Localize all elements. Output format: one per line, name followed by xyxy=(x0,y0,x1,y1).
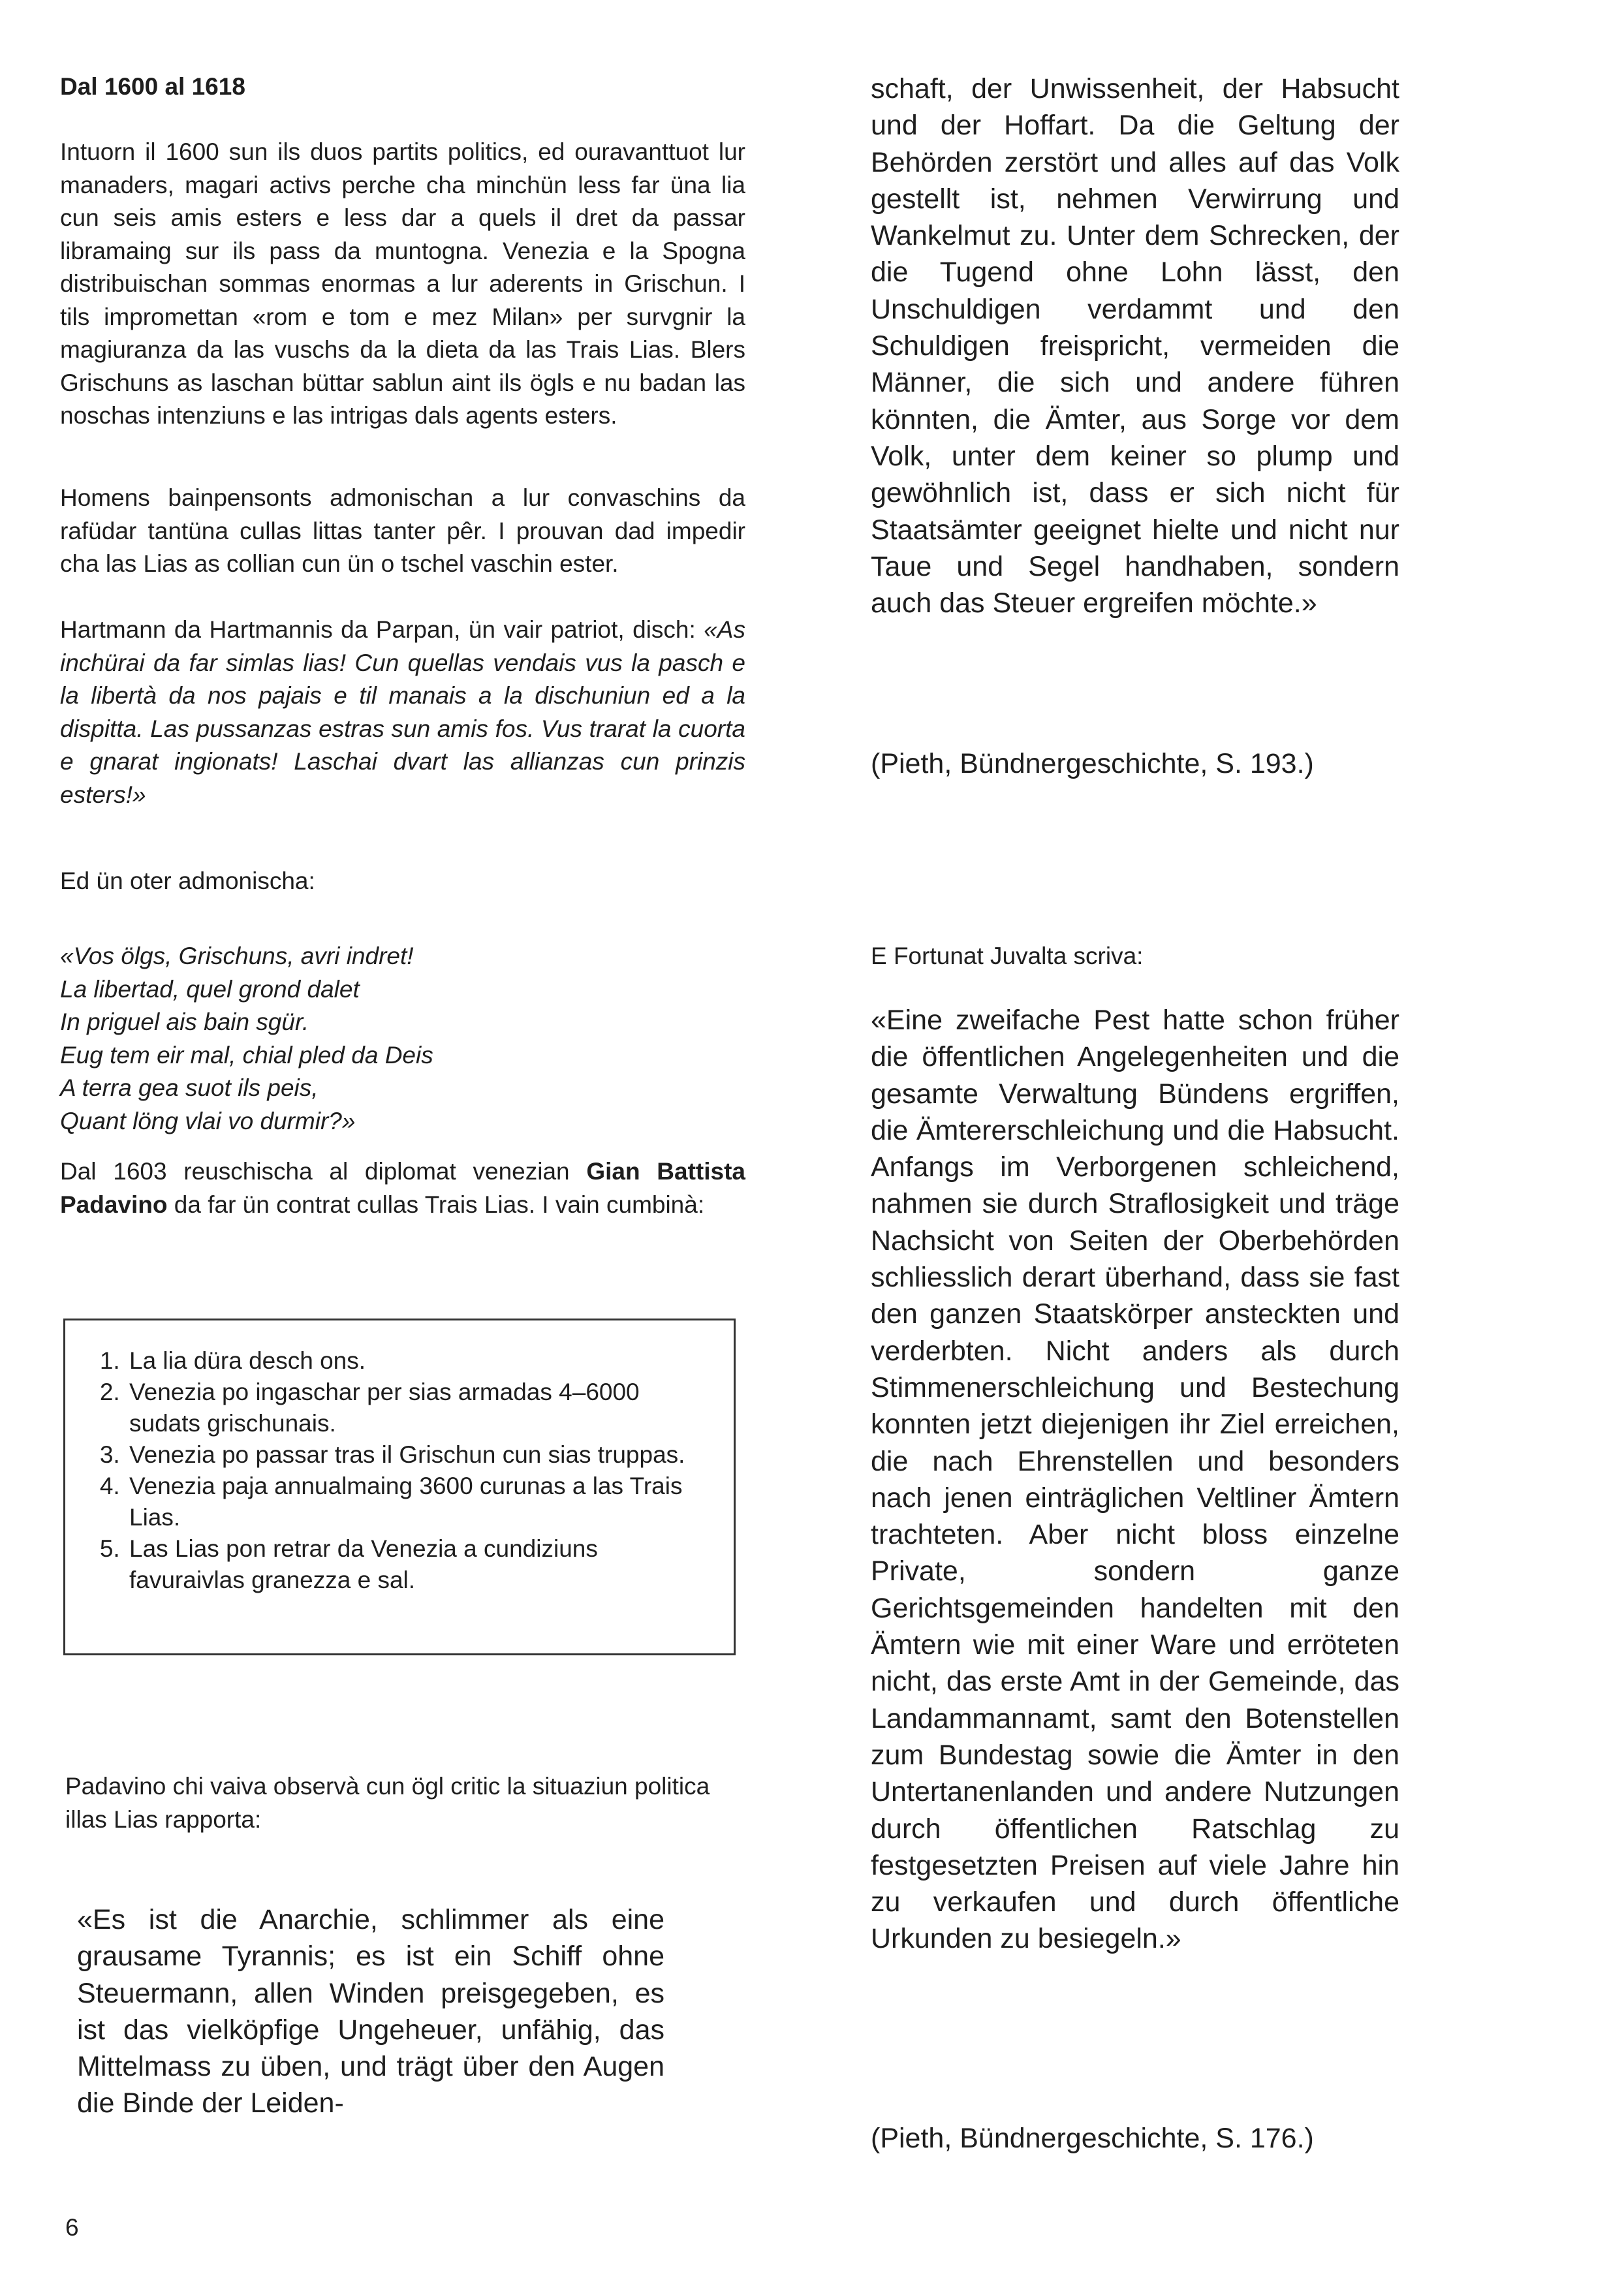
juvalta-intro: E Fortunat Juvalta scriva: xyxy=(871,943,1144,969)
admonition-paragraph: Homens bainpensonts admonischan a lur convaschins da rafüdar tantüna cullas littas tanter pêr. I prouvan dad impedir cha las Lias as collian cun ün o tschel vaschin ester. xyxy=(60,484,745,577)
padavino-report-intro: Padavino chi vaiva observà cun ögl critic la situaziun politica illas Lias rapporta: xyxy=(65,1773,710,1833)
page-number: 6 xyxy=(65,2214,79,2241)
hartmann-paragraph xyxy=(60,614,745,811)
juvalta-quote: «Eine zweifache Pest hatte schon früher die öffentlichen Angelegenheiten und die gesamte Verwaltung Bündens ergriffen, die Ämtererschleichung und die Habsucht. Anfangs im Verborgenen schleichend, nahmen sie durch Straflosigkeit und träge Nachsicht von Seiten der Oberbehörden schliesslich derart überhand, dass sie fast den ganzen Staatskörper ansteckten und verderbten. Nicht anders als durch Stimmenerschleichung und Bestechung konnten jetzt diejenigen ihr Ziel erreichen, die nach Ehrenstellen und besonders nach jenen einträglichen Veltliner Ämtern trachteten. Aber nicht bloss einzelne Private, sondern ganze Gerichtsgemeinden handelten mit den Ämtern wie mit einer Ware und erröteten nicht, das erste Amt in der Gemeinde, das Landammannamt, samt den Botenstellen zum Bundestag sowie die Ämter in den Untertanenlanden und andere Nutzungen durch öffentlichen Ratschlag zu festgesetzten Preisen auf viele Jahre hin zu verkaufen und durch öffentliche Urkunden zu besiegeln.» xyxy=(871,1005,1399,1955)
other-admonition: Ed ün oter admonischa: xyxy=(60,867,315,894)
padavino-before: Dal 1603 reuschischa al diplomat venezian xyxy=(60,1158,587,1185)
padavino-quote-text: «Es ist die Anarchie, schlimmer als eine grausame Tyrannis; es ist ein Schiff ohne Steuermann, allen Winden preisgegeben, es ist das vielköpfige Ungeheuer, unfähig, das Mittelmass zu üben, und trägt über den Augen die Binde der Leiden- xyxy=(77,1904,664,2119)
poem-line: «Vos ölgs, Grischuns, avri indret! xyxy=(60,943,414,969)
citation: (Pieth, Bündnergeschichte, S. 193.) xyxy=(871,748,1314,779)
contract-term: 5. Las Lias pon retrar da Venezia a cundiziuns favuraivlas granezza e sal. xyxy=(127,1533,708,1596)
padavino-after: da far ün contrat cullas Trais Lias. I vain cumbinà: xyxy=(167,1191,705,1218)
poem-line: In priguel ais bain sgür. xyxy=(60,1008,309,1035)
contract-term: 3. Venezia po passar tras il Grischun cun sias truppas. xyxy=(127,1439,708,1471)
contract-term: 2. Venezia po ingaschar per sias armadas 4–6000 sudats grischunais. xyxy=(127,1377,708,1439)
poem-line: A terra gea suot ils peis, xyxy=(60,1074,319,1101)
poem-line: Quant löng vlai vo durmir?» xyxy=(60,1107,356,1134)
poem xyxy=(60,940,433,1138)
section-heading: Dal 1600 al 1618 xyxy=(60,73,245,100)
contract-term: 4. Venezia paja annualmaing 3600 curunas a las Trais Lias. xyxy=(127,1471,708,1533)
hartmann-intro: Hartmann da Hartmannis da Parpan, ün vair patriot, disch: xyxy=(60,616,704,643)
contract-term: 1. La lia düra desch ons. xyxy=(127,1345,708,1377)
padavino-name: Gian Battista Padavino xyxy=(60,1158,745,1218)
contract-terms-box xyxy=(63,1319,736,1655)
contract-terms-list xyxy=(91,1345,708,1596)
padavino-quote xyxy=(77,1901,664,2122)
citation: (Pieth, Bündnergeschichte, S. 176.) xyxy=(871,2123,1314,2154)
poem-line: La libertad, quel grond dalet xyxy=(60,975,360,1003)
poem-line: Eug tem eir mal, chial pled da Deis xyxy=(60,1041,433,1069)
padavino-quote-continuation: schaft, der Unwissenheit, der Habsucht und der Hoffart. Da die Geltung der Behörden zerstört und alles auf das Volk gestellt ist, nehmen Verwirrung und Wankelmut zu. Unter dem Schrecken, der die Tugend ohne Lohn lässt, den Unschuldigen verdammt und den Schuldigen freispricht, vermeiden die Männer, die sich und andere führen könnten, die Ämter, aus Sorge vor dem Volk, unter dem keiner so plump und gewöhnlich ist, dass er sich nicht für Staatsämter geeignet hielte und nicht nur Taue und Segel handhaben, sondern auch das Steuer ergreifen möchte.» xyxy=(871,73,1399,619)
intro-paragraph: Intuorn il 1600 sun ils duos partits politics, ed ouravanttuot lur manaders, magari activs perche cha minchün less far üna lia cun seis amis esters e less dar a quels il dret da passar libramaing sur ils pass da muntogna. Venezia e la Spogna distribuischan sommas enormas a lur aderents in Grischun. I tils impromettan «rom e tom e mez Milan» per survgnir la magiuranza da las vuschs da la dieta da las Trais Lias. Blers Grischuns as laschan büttar sablun aint ils ögls e nu badan las noschas intenziuns e las intrigas dals agents esters. xyxy=(60,138,745,429)
hartmann-quote: «As inchürai da far simlas lias! Cun quellas vendais vus la pasch e la libertà da nos pajais e til manais a la dischuniun ed a la dispitta. Las pussanzas estras sun amis fos. Vus trarat la cuorta e gnarat ingionats! Laschai dvart las allianzas cun prinzis esters!» xyxy=(60,616,745,808)
padavino-paragraph xyxy=(60,1155,745,1221)
